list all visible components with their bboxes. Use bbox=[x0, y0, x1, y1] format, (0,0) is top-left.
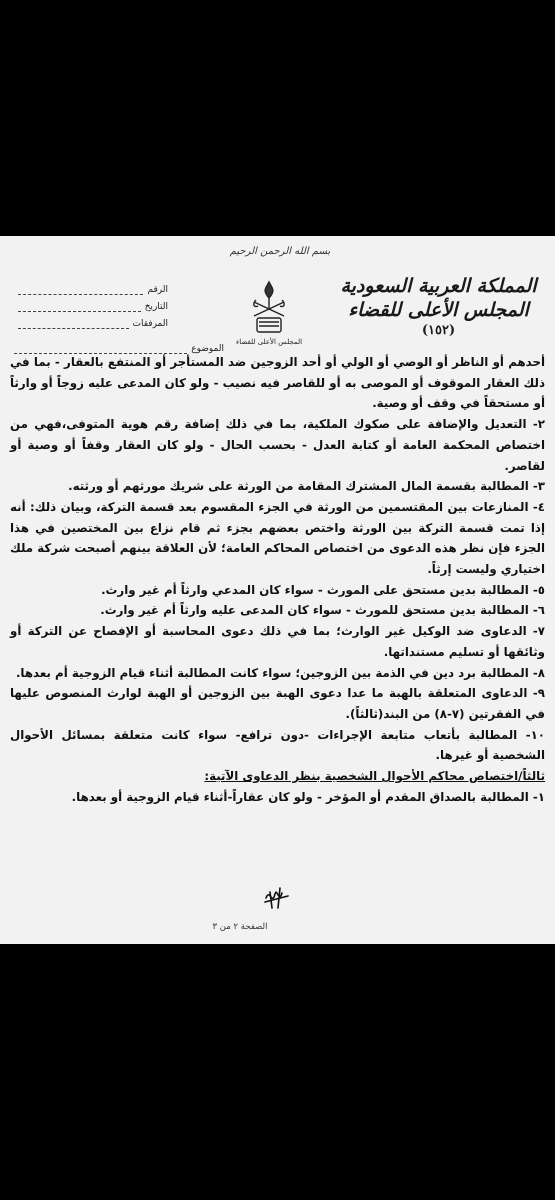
paragraph-item-4: ٤- المنازعات بين المقتسمين من الورثة في الجزء المقسوم بعد قسمة التركة، وبيان ذلك: أنه إذا تمت قسمة التركة بين الورثة واختص بعضهم بجزء ثم قام نزاع بين المختصين في هذا الجزء فإن نظر هذه الدعوى من اختصاص المحاكم العامة؛ لأن العلاقة بينهم أصبحت شركة ملك اختياري وليست إرثاً. bbox=[10, 499, 545, 577]
document-body bbox=[10, 352, 545, 807]
date-line bbox=[18, 302, 141, 312]
letterhead-title bbox=[336, 274, 541, 340]
basmala: بسم الله الرحمن الرحيم bbox=[229, 246, 331, 257]
paragraph-item-8: ٨- المطالبة برد دين في الذمة بين الزوجين؛ سواء كانت المطالبة أثناء قيام الزوجية أم بعدها. bbox=[15, 665, 545, 680]
document-page bbox=[0, 236, 555, 944]
paragraph-item-9: ٩- الدعاوى المتعلقة بالهبة ما عدا دعوى الهبة بين الزوجين أو الهبة لوارث المنصوص عليها في الفقرتين (٧-٨) من البند(ثالثاً). bbox=[10, 686, 545, 721]
number-field bbox=[18, 278, 168, 295]
attachments-line bbox=[18, 319, 129, 329]
paragraph-item-3: ٣- المطالبة بقسمة المال المشترك المقامة من الورثة على شريك مورثهم أو ورثته. bbox=[68, 479, 545, 494]
emblem-caption: المجلس الأعلى للقضاء bbox=[235, 338, 303, 346]
page-number: الصفحة ٢ من ٣ bbox=[212, 922, 268, 932]
circular-number: (١٥٢) bbox=[421, 323, 456, 338]
section-item-1: ١- المطالبة بالصداق المقدم أو المؤخر - ولو كان عقاراً-أثناء قيام الزوجية أو بعدها. bbox=[71, 789, 545, 804]
subject-label: الموضوع bbox=[191, 344, 224, 354]
signature-initials bbox=[262, 884, 292, 910]
attachments-label: المرفقات bbox=[132, 319, 168, 329]
paragraph-item-6: ٦- المطالبة بدين مستحق للمورث - سواء كان المدعى عليه وارثاً أم غير وارث. bbox=[100, 603, 545, 618]
paragraph-item-10: ١٠- المطالبة بأتعاب متابعة الإجراءات -دون ترافع- سواء كانت متعلقة بمسائل الأحوال الشخصية أو غيرها. bbox=[10, 727, 545, 763]
paragraph-item-5: ٥- المطالبة بدين مستحق على المورث - سواء كان المدعي وارثاً أم غير وارث. bbox=[101, 582, 545, 597]
date-label: التاريخ bbox=[144, 302, 168, 312]
paragraph-item-7: ٧- الدعاوى ضد الوكيل غير الوارث؛ بما في ذلك دعوى المحاسبة أو الإفصاح عن التركة أو وثائقها أو تسليم مستنداتها. bbox=[10, 624, 545, 659]
date-field bbox=[18, 295, 168, 312]
paragraph-continuation: أحدهم أو الناظر أو الوصي أو الولي أو أحد الزوجين ضد المستأجر أو المنتفع بالعقار - بما في ذلك العقار الموقوف أو الموصى به أو للقاصر فيه نصيب - ولو كان المدعى عليه زوجاً أو وارثاً أو مستحقاً في وقف أو وصية. bbox=[10, 355, 545, 411]
number-label: الرقم bbox=[147, 285, 168, 295]
paragraph-item-2: ٢- التعديل والإضافة على صكوك الملكية، بما في ذلك إضافة رقم هوية المتوفى،فهي من اختصاص المحكمة العامة أو كتابة العدل - بحسب الحال - ولو كان العقار وقفاً أو وصية أو لقاصر. bbox=[10, 417, 545, 473]
section-heading: ثالثاً/اختصاص محاكم الأحوال الشخصية بنظر الدعاوى الآتية: bbox=[204, 769, 545, 784]
number-line bbox=[18, 285, 143, 295]
kingdom-name: المملكة العربية السعودية bbox=[340, 275, 537, 297]
council-name: المجلس الأعلى للقضاء bbox=[348, 299, 529, 321]
letterhead bbox=[0, 236, 555, 354]
council-emblem-logo bbox=[232, 276, 306, 350]
attachments-field bbox=[18, 312, 168, 329]
reference-fields bbox=[18, 278, 168, 329]
